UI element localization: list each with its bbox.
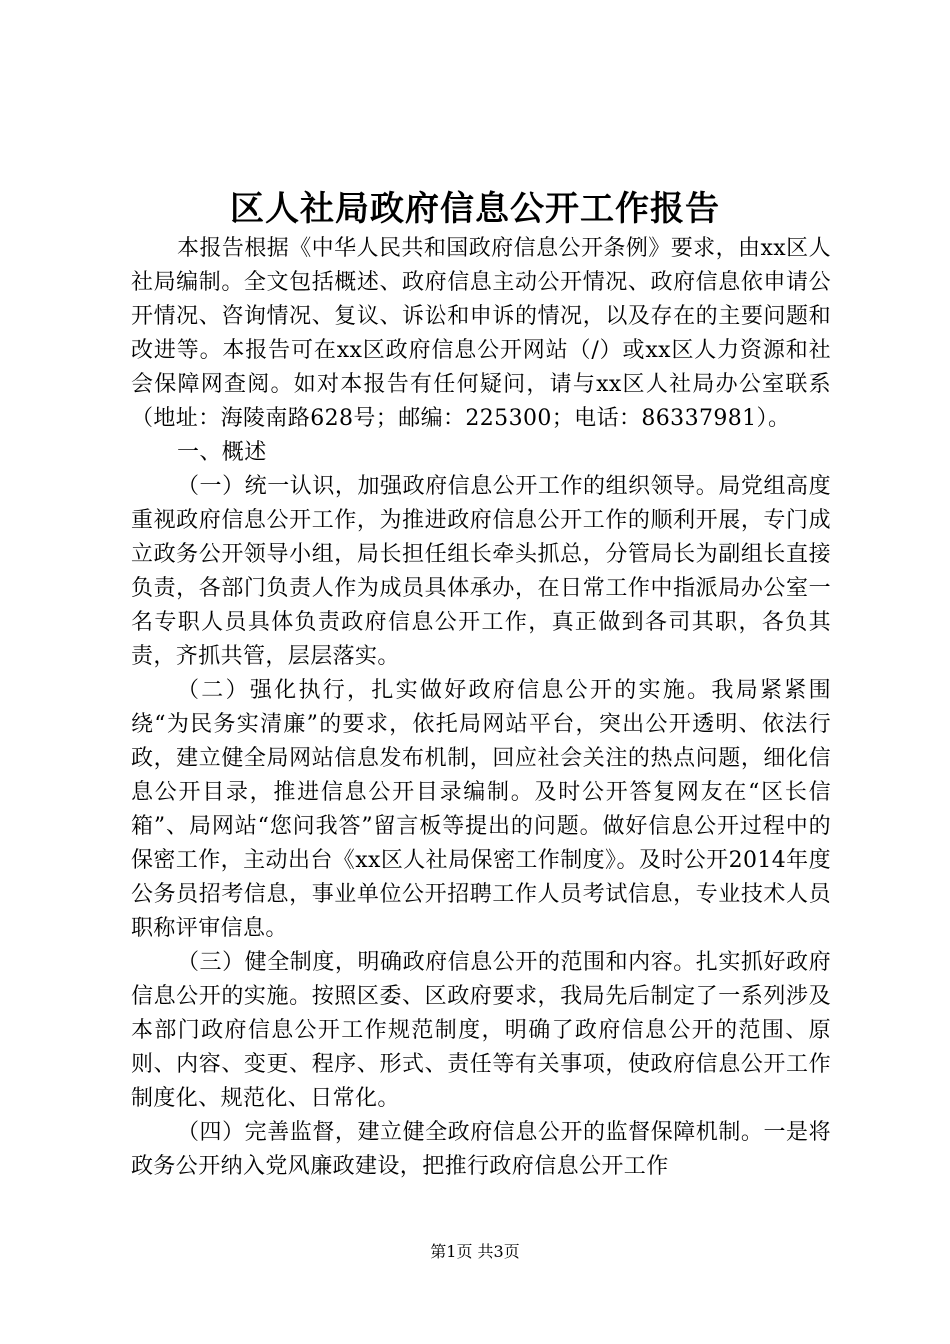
paragraph-section-4: （四）完善监督，建立健全政府信息公开的监督保障机制。一是将政务公开纳入党风廉政建设，把推行政府信息公开工作 (131, 1120, 831, 1179)
paragraph-intro: 本报告根据《中华人民共和国政府信息公开条例》要求，由xx区人社局编制。全文包括概述、政府信息主动公开情况、政府信息依申请公开情况、咨询情况、复议、诉讼和申诉的情况，以及存在的主要问题和改进等。本报告可在xx区政府信息公开网站（/）或xx区人力资源和社会保障网查阅。如对本报告有任何疑问，请与xx区人社局办公室联系（地址：海陵南路628号；邮编：225300；电话：86337981）。 (131, 236, 831, 431)
paragraph-section-1: （一）统一认识，加强政府信息公开工作的组织领导。局党组高度重视政府信息公开工作，为推进政府信息公开工作的顺利开展，专门成立政务公开领导小组，局长担任组长牵头抓总，分管局长为副组长直接负责，各部门负责人作为成员具体承办，在日常工作中指派局办公室一名专职人员具体负责政府信息公开工作，真正做到各司其职，各负其责，齐抓共管，层层落实。 (131, 474, 831, 669)
paragraph-section-3: （三）健全制度，明确政府信息公开的范围和内容。扎实抓好政府信息公开的实施。按照区委、区政府要求，我局先后制定了一系列涉及本部门政府信息公开工作规范制度，明确了政府信息公开的范围、原则、内容、变更、程序、形式、责任等有关事项，使政府信息公开工作制度化、规范化、日常化。 (131, 950, 831, 1111)
paragraph-section-2: （二）强化执行，扎实做好政府信息公开的实施。我局紧紧围绕“为民务实清廉”的要求，依托局网站平台，突出公开透明、依法行政，建立健全局网站信息发布机制，回应社会关注的热点问题，细化信息公开目录，推进信息公开目录编制。及时公开答复网友在“区长信箱”、局网站“您问我答”留言板等提出的问题。做好信息公开过程中的保密工作，主动出台《xx区人社局保密工作制度》。及时公开2014年度公务员招考信息，事业单位公开招聘工作人员考试信息，专业技术人员职称评审信息。 (131, 678, 831, 941)
section-heading-overview: 一、概述 (177, 440, 267, 465)
page-number-footer: 第1页 共3页 (430, 1242, 520, 1261)
document-title: 区人社局政府信息公开工作报告 (230, 189, 720, 229)
document-body (131, 232, 831, 1184)
